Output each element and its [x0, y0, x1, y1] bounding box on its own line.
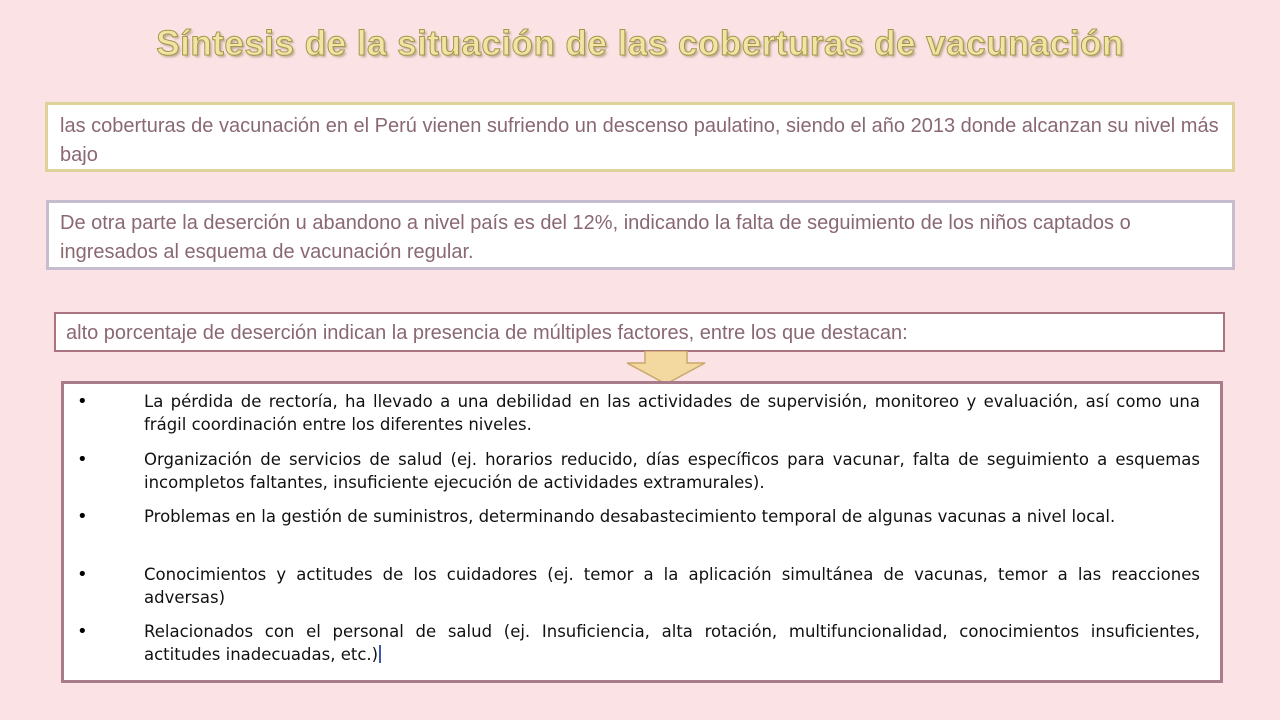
bullet-icon: • [77, 506, 88, 527]
bullet-icon: • [77, 564, 88, 585]
factors-intro-text: alto porcentaje de deserción indican la presencia de múltiples factores, entre los que destacan: [66, 322, 908, 344]
text-cursor [379, 645, 381, 663]
desertion-rate-text: De otra parte la deserción u abandono a nivel país es del 12%, indicando la falta de seguimiento de los niños captados o ingresados al esquema de vacunación regular. [60, 212, 1131, 263]
list-item-text [144, 620, 1200, 666]
text-box-factors-intro [54, 312, 1225, 352]
list-item-text-content: Relacionados con el personal de salud (ej. Insuficiencia, alta rotación, multifuncionalidad, conocimientos insuficientes, actitudes inadecuadas, etc.) [144, 622, 1200, 664]
bullet-icon: • [77, 449, 88, 470]
factors-list-box [61, 381, 1223, 683]
text-box-coverage-decline [45, 102, 1235, 172]
coverage-decline-text: las coberturas de vacunación en el Perú vienen sufriendo un descenso paulatino, siendo el año 2013 donde alcanzan su nivel más bajo [60, 115, 1219, 166]
bullet-icon: • [77, 391, 88, 412]
list-item-text: La pérdida de rectoría, ha llevado a una debilidad en las actividades de supervisión, monitoreo y evaluación, así como una frágil coordinación entre los diferentes niveles. [144, 392, 1200, 434]
bullet-icon: • [77, 621, 88, 642]
slide-title: Síntesis de la situación de las coberturas de vacunación [156, 24, 1124, 63]
list-item-text: Problemas en la gestión de suministros, determinando desabastecimiento temporal de algunas vacunas a nivel local. [144, 507, 1116, 526]
down-arrow-icon [625, 351, 707, 385]
list-item-text: Conocimientos y actitudes de los cuidadores (ej. temor a la aplicación simultánea de vacunas, temor a las reacciones adversas) [144, 565, 1200, 607]
text-box-desertion-rate [46, 200, 1235, 270]
list-item-text: Organización de servicios de salud (ej. horarios reducido, días específicos para vacunar, falta de seguimiento a esquemas incompletos faltantes, insuficiente ejecución de actividades extramurales). [144, 450, 1200, 492]
